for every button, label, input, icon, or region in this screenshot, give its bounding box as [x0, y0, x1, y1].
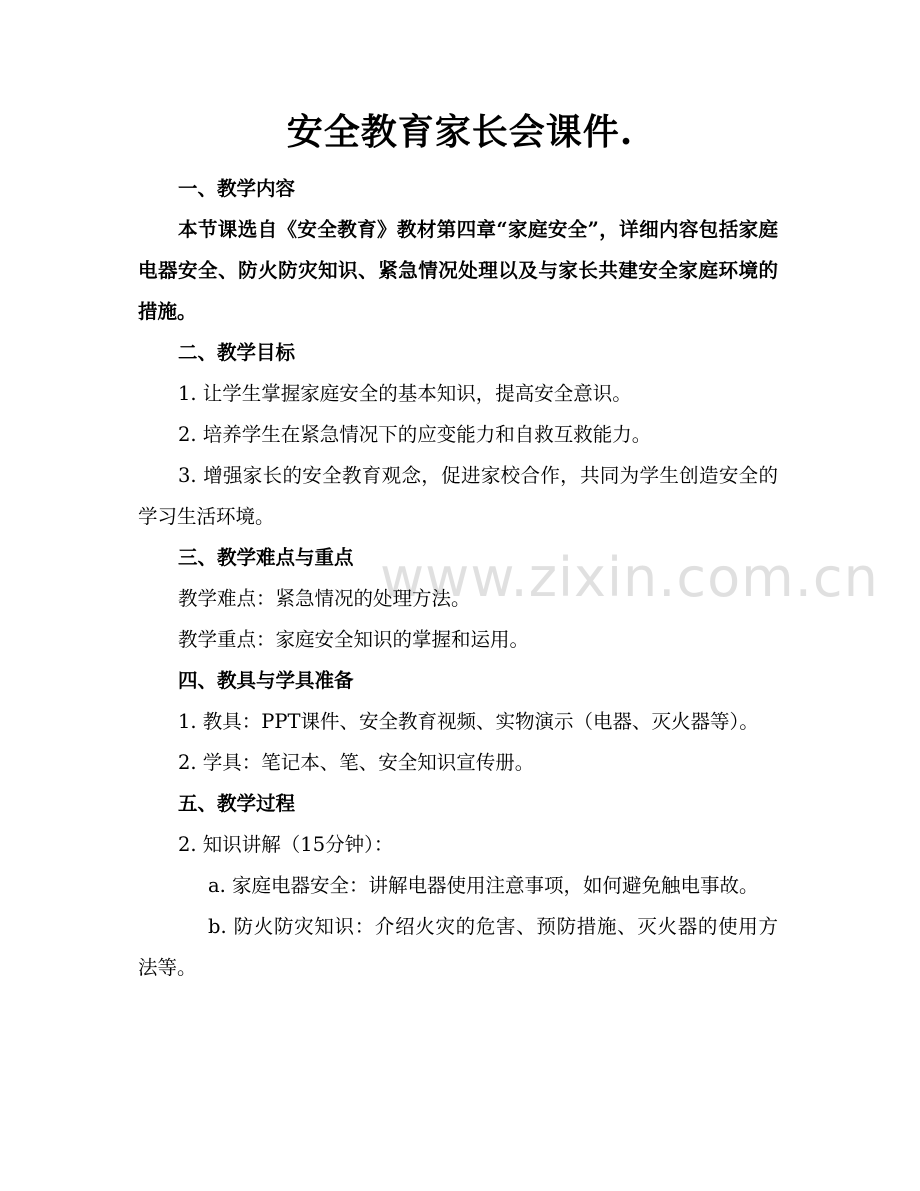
section-1-paragraph: 本节课选自《安全教育》教材第四章“家庭安全”，详细内容包括家庭电器安全、防火防灾知识、紧急情况处理以及与家长共建安全家庭环境的措施。 [138, 218, 778, 323]
tools-item-2: 2. 学具：笔记本、笔、安全知识宣传册。 [178, 751, 535, 774]
teaching-key-point: 教学重点：家庭安全知识的掌握和运用。 [178, 628, 530, 651]
process-step: 2. 知识讲解（15分钟）： [178, 833, 394, 856]
objective-item-2: 2. 培养学生在紧急情况下的应变能力和自救互救能力。 [178, 423, 652, 446]
section-4-heading: 四、教具与学具准备 [178, 669, 354, 692]
objective-item-3: 3. 增强家长的安全教育观念，促进家校合作，共同为学生创造安全的学习生活环境。 [138, 464, 778, 528]
section-5-heading: 五、教学过程 [178, 792, 296, 815]
process-sub-item-a: a. 家庭电器安全：讲解电器使用注意事项，如何避免触电事故。 [208, 874, 759, 897]
teaching-difficulty: 教学难点：紧急情况的处理方法。 [178, 587, 471, 610]
document-body [138, 168, 778, 988]
process-sub-item-b: b. 防火防灾知识：介绍火灾的危害、预防措施、灭火器的使用方法等。 [138, 915, 778, 979]
tools-item-1: 1. 教具：PPT课件、安全教育视频、实物演示（电器、灭火器等）。 [178, 710, 759, 733]
objective-item-1: 1. 让学生掌握家庭安全的基本知识，提高安全意识。 [178, 382, 632, 405]
document-title: 安全教育家长会课件. [286, 111, 634, 153]
section-2-heading: 二、教学目标 [178, 341, 296, 364]
watermark: www.zixin.com.cn [380, 546, 879, 609]
section-1-heading: 一、教学内容 [178, 177, 296, 200]
section-3-heading: 三、教学难点与重点 [178, 546, 354, 569]
